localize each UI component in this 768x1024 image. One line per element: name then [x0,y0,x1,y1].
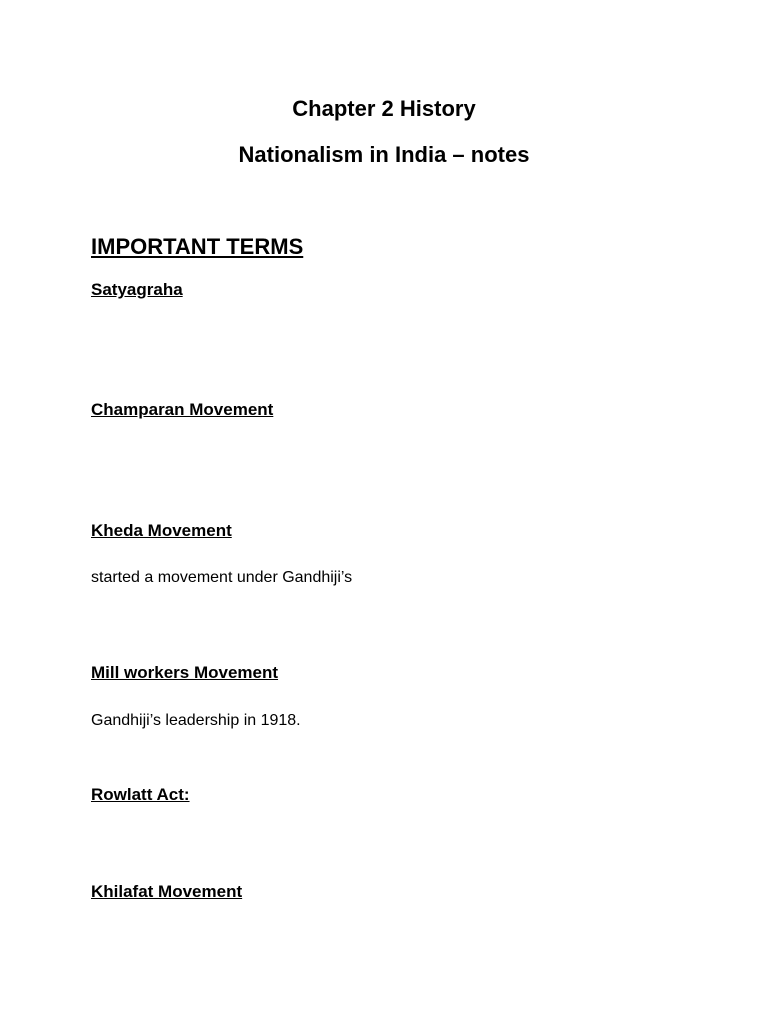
term-text-mill-workers-movement: Gandhiji’s leadership in 1918. [91,712,301,729]
term-text-kheda-movement: started a movement under Gandhiji’s [91,569,353,586]
term-heading-champaran-movement: Champaran Movement [91,400,274,419]
term-heading-rowlatt-act: Rowlatt Act: [91,785,190,804]
document-title: Chapter 2 History [292,96,476,121]
term-heading-mill-workers-movement: Mill workers Movement [91,663,279,682]
document-subtitle: Nationalism in India – notes [238,142,530,167]
section-heading-important-terms: IMPORTANT TERMS [91,234,304,259]
term-heading-satyagraha: Satyagraha [91,280,183,299]
term-heading-kheda-movement: Kheda Movement [91,521,232,540]
term-heading-khilafat-movement: Khilafat Movement [91,882,243,901]
